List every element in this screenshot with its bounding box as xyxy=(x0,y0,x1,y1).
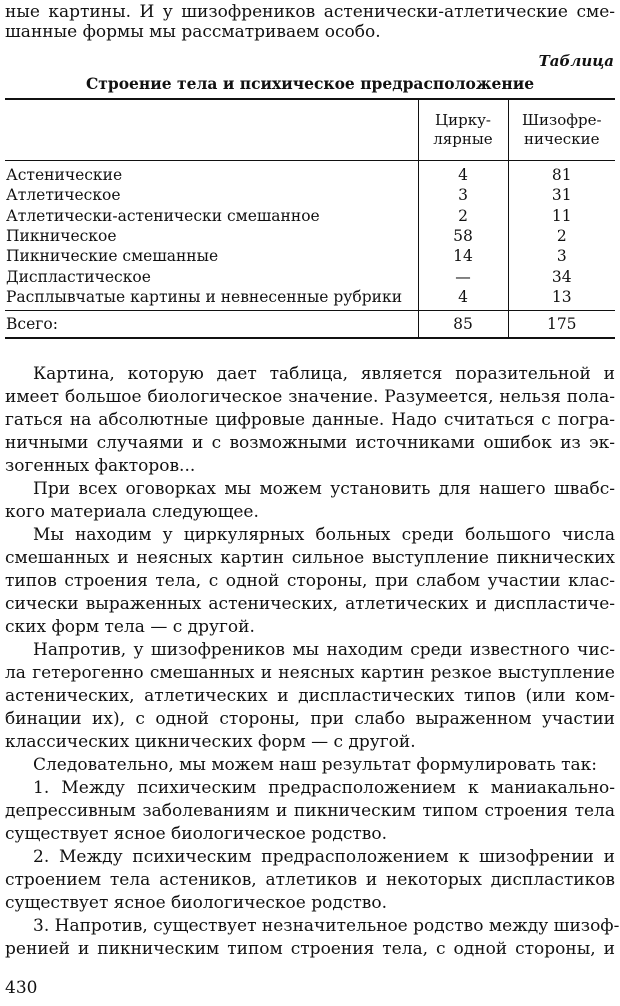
text-line: Следовательно, мы можем наш результат формулировать так: xyxy=(33,755,597,775)
text-line: кого материала следующее. xyxy=(5,502,259,522)
text-line: Мы находим у циркулярных больных среди большого числа xyxy=(33,525,615,545)
table-caption: Таблица xyxy=(538,52,614,70)
row-schizo: 81 xyxy=(508,161,615,186)
text-line: классических цикнических форм — с другой. xyxy=(5,732,416,752)
table-row xyxy=(5,185,615,205)
text-line: зогенных факторов... xyxy=(5,456,196,476)
row-circular: 2 xyxy=(418,206,508,226)
row-schizo: 34 xyxy=(508,266,615,286)
text-line: депрессивным заболеваниям и пикническим типом строения тела xyxy=(5,801,615,821)
row-name: Атлетически-астенически смешанное xyxy=(6,206,320,225)
table-total-row xyxy=(5,311,615,339)
row-schizo: 13 xyxy=(508,287,615,311)
text-line: ла гетерогенно смешанных и неясных картин резкое выступление xyxy=(5,663,615,683)
total-schizo: 175 xyxy=(508,311,615,339)
text-line: ные картины. И у шизофреников астенически-атлетические сме- xyxy=(5,2,615,22)
row-name: Диспластическое xyxy=(6,267,151,286)
table-row xyxy=(5,206,615,226)
header-circular xyxy=(418,99,508,161)
row-name: Пикническое xyxy=(6,227,117,246)
text-line: шанные формы мы рассматриваем особо. xyxy=(5,22,381,42)
row-schizo: 31 xyxy=(508,185,615,205)
row-name: Атлетическое xyxy=(6,186,121,205)
text-line: ренией и пикническим типом строения тела, с одной стороны, и xyxy=(5,939,615,959)
text-line: бинации их), с одной стороны, при слабо выраженном участии xyxy=(5,709,615,729)
text-line: ничными случаями и с возможными источниками ошибок из эк- xyxy=(5,433,615,453)
row-circular: 14 xyxy=(418,246,508,266)
total-circular: 85 xyxy=(418,311,508,339)
text-line: астенических, атлетических и диспластических типов (или ком- xyxy=(5,686,615,706)
text-line: 2. Между психическим предрасположением к шизофрении и xyxy=(33,847,615,867)
text-line: Картина, которую дает таблица, является поразительной и xyxy=(33,364,615,384)
table-row xyxy=(5,287,615,311)
table-row xyxy=(5,266,615,286)
text-line: 1. Между психическим предрасположением к маниакально- xyxy=(33,778,615,798)
table-header-row xyxy=(5,99,615,161)
table-title: Строение тела и психическое предрасположение xyxy=(85,74,535,93)
row-circular: 4 xyxy=(418,287,508,311)
header-category xyxy=(5,99,418,161)
text-line: сически выраженных астенических, атлетических и диспластиче- xyxy=(5,594,615,614)
row-schizo: 2 xyxy=(508,226,615,246)
text-line: существует ясное биологическое родство. xyxy=(5,893,387,913)
row-name: Расплывчатые картины и невнесенные рубрики xyxy=(6,287,403,306)
row-circular: 58 xyxy=(418,226,508,246)
row-circular: 4 xyxy=(418,161,508,186)
table-row xyxy=(5,226,615,246)
header-circular-line1: Цирку- xyxy=(435,111,491,129)
table-row xyxy=(5,246,615,266)
row-circular: 3 xyxy=(418,185,508,205)
total-label: Всего: xyxy=(5,311,418,339)
row-circular: — xyxy=(418,266,508,286)
text-line: типов строения тела, с одной стороны, при слабом участии клас- xyxy=(5,571,615,591)
header-schizophrenic-line2: нические xyxy=(524,130,600,148)
header-schizophrenic xyxy=(508,99,615,161)
header-circular-line2: лярные xyxy=(433,130,493,148)
text-line: 3. Напротив, существует незначительное родство между шизоф- xyxy=(33,916,620,936)
text-line: существует ясное биологическое родство. xyxy=(5,824,387,844)
row-name: Пикнические смешанные xyxy=(6,247,219,266)
data-table xyxy=(5,98,615,339)
text-line: При всех оговорках мы можем установить для нашего швабс- xyxy=(33,479,615,499)
text-line: ских форм тела — с другой. xyxy=(5,617,255,637)
row-schizo: 11 xyxy=(508,206,615,226)
text-line: Напротив, у шизофреников мы находим среди известного чис- xyxy=(33,640,615,660)
text-line: гаться на абсолютные цифровые данные. Надо считаться с погра- xyxy=(5,410,615,430)
header-schizophrenic-line1: Шизофре- xyxy=(521,111,602,129)
text-line: смешанных и неясных картин сильное выступление пикнических xyxy=(5,548,615,568)
page-number: 430 xyxy=(5,978,38,998)
text-line: строением тела астеников, атлетиков и некоторых диспластиков xyxy=(5,870,615,890)
row-name: Астенические xyxy=(6,166,123,185)
text-line: имеет большое биологическое значение. Разумеется, нельзя пола- xyxy=(5,387,615,407)
table-row xyxy=(5,161,615,186)
row-schizo: 3 xyxy=(508,246,615,266)
